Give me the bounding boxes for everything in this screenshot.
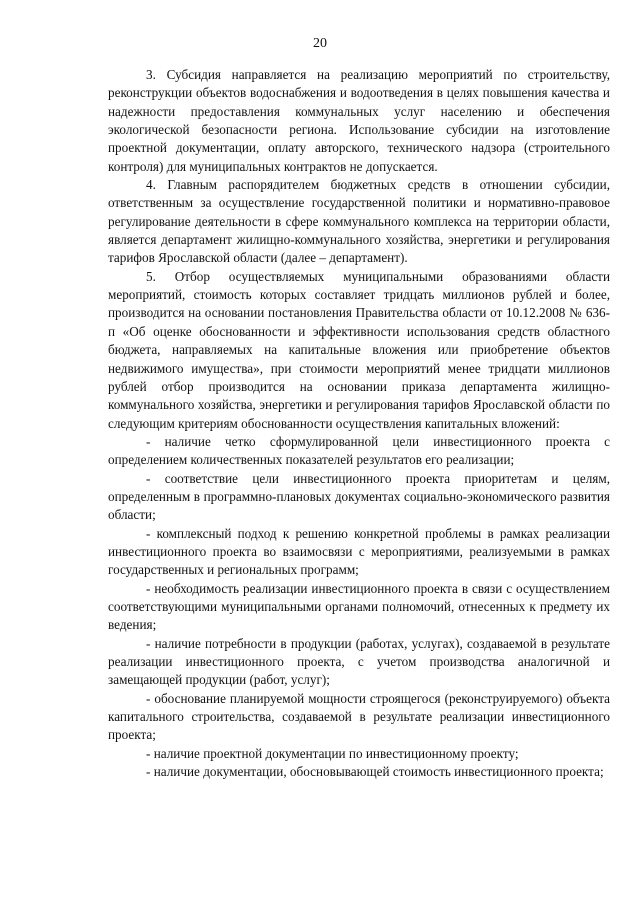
paragraph-5: 5. Отбор осуществляемых муниципальными образованиями области мероприятий, стоимость которых составляет тридцать миллионов рублей и более, производится на основании постановления Правительства области от 10.12.2008 № 636-п «Об оценке обоснованности и эффективности использования средств областного бюджета, направляемых на капитальные вложения или приобретение объектов недвижимого имущества», при стоимости мероприятий менее тридцати миллионов рублей отбор производится на основании приказа департамента жилищно-коммунального хозяйства, энергетики и регулирования тарифов Ярославской области по следующим критериям обоснованности осуществления капитальных вложений: [108, 268, 610, 431]
document-body [108, 66, 610, 781]
page-number: 20 [313, 36, 327, 51]
criterion-project-docs: - наличие проектной документации по инвестиционному проекту; [146, 745, 519, 761]
criterion-demand: - наличие потребности в продукции (работах, услугах), создаваемой в результате реализации инвестиционного проекта, с учетом производства аналогичной и замещающей продукции (работ, услуг); [108, 635, 610, 688]
criterion-capacity: - обоснование планируемой мощности строящегося (реконструируемого) объекта капитального строительства, создаваемой в результате реализации инвестиционного проекта; [108, 690, 610, 743]
paragraph-4: 4. Главным распорядителем бюджетных средств в отношении субсидии, ответственным за осуществление государственной политики и нормативно-правовое регулирование деятельности в сфере коммунального комплекса на территории области, является департамент жилищно-коммунального хозяйства, энергетики и регулирования тарифов Ярославской области (далее – департамент). [108, 177, 610, 266]
criterion-complex-approach: - комплексный подход к решению конкретной проблемы в рамках реализации инвестиционного проекта во взаимосвязи с мероприятиями, реализуемыми в рамках государственных и региональных программ; [108, 525, 610, 578]
criterion-necessity: - необходимость реализации инвестиционного проекта в связи с осуществлением соответствующими муниципальными органами полномочий, отнесенных к предмету их ведения; [108, 580, 610, 633]
criterion-priorities: - соответствие цели инвестиционного проекта приоритетам и целям, определенным в программно-плановых документах социально-экономического развития области; [108, 470, 610, 523]
paragraph-3: 3. Субсидия направляется на реализацию мероприятий по строительству, реконструкции объектов водоснабжения и водоотведения в целях повышения качества и надежности предоставления коммунальных услуг населению и обеспечения экологической безопасности региона. Использование субсидии на изготовление проектной документации, оплату авторского, технического надзора (строительного контроля) для муниципальных контрактов не допускается. [108, 67, 610, 174]
criterion-goal: - наличие четко сформулированной цели инвестиционного проекта с определением количественных показателей результатов его реализации; [108, 433, 610, 468]
criterion-cost-docs: - наличие документации, обосновывающей стоимость инвестиционного проекта; [146, 764, 604, 780]
